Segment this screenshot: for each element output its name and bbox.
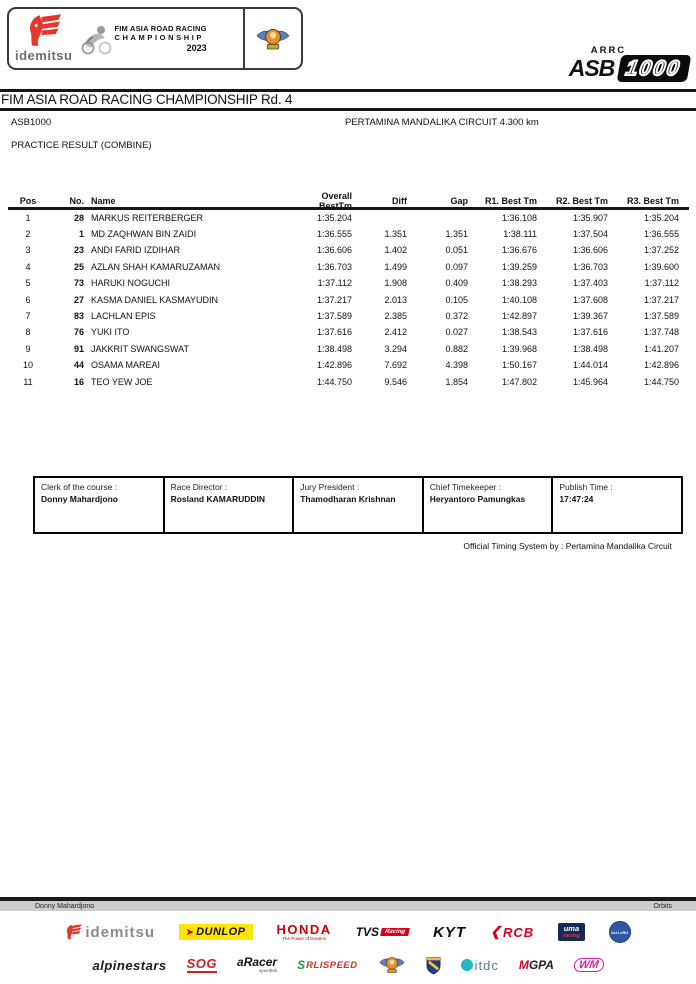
no-cell: 73 (73, 278, 84, 289)
r3-cell: 1:37.217 (643, 294, 679, 305)
r1-cell: 1:39.968 (501, 343, 537, 354)
r1-cell: 1:36.676 (501, 245, 537, 256)
aracer-sponsor-logo (237, 956, 277, 974)
no-cell: 83 (73, 311, 84, 322)
honda-tagline: The Power of Dreams (282, 935, 326, 941)
diff-cell: 2.385 (384, 311, 407, 322)
pos-cell: 2 (25, 229, 31, 240)
gap-cell: 4.398 (445, 360, 468, 371)
wm-sponsor-logo (574, 958, 604, 972)
no-cell: 23 (73, 245, 84, 256)
gap-cell: 0.105 (445, 294, 468, 305)
name-cell: TEO YEW JOE (91, 376, 153, 387)
sponsor-wordmark: SOG (186, 956, 218, 972)
uma-racing-sub: racing (563, 932, 580, 939)
r2-cell: 1:44.014 (572, 360, 608, 371)
official-clerk (35, 478, 163, 532)
footer-printed-name: Donny Mahardjono (35, 903, 95, 910)
gap-cell: 0.051 (445, 245, 468, 256)
class-name: ASB1000 (11, 117, 52, 128)
table-row (8, 275, 689, 291)
overall-cell: 1:37.589 (316, 311, 352, 322)
rider-icon (80, 23, 112, 55)
sponsor-row-1 (0, 916, 696, 948)
sponsor-wordmark: DUNLOP (196, 926, 246, 938)
r2-cell: 1:39.367 (572, 311, 608, 322)
diff-cell: 2.412 (384, 327, 407, 338)
table-row (8, 291, 689, 307)
table-row (8, 341, 689, 357)
no-cell: 1 (78, 229, 84, 240)
r2-cell: 1:37.608 (572, 294, 608, 305)
fim-championship-logo (80, 23, 206, 55)
no-cell: 27 (73, 294, 84, 305)
sog-underline (187, 971, 217, 973)
name-cell: MD ZAQHWAN BIN ZAIDI (91, 229, 197, 240)
diff-cell: 9.546 (384, 376, 407, 387)
gap-cell: 1.854 (445, 376, 468, 387)
championship-header-box (7, 7, 303, 70)
overall-cell: 1:36.555 (316, 229, 352, 240)
asb-number-box (617, 55, 691, 82)
r1-cell: 1:40.108 (501, 294, 537, 305)
r3-cell: 1:36.555 (643, 229, 679, 240)
r2-cell: 1:45.964 (572, 376, 608, 387)
tvs-racing-sub: Racing (380, 928, 410, 936)
tvs-racing-sponsor-logo (356, 925, 409, 939)
asb-row (569, 55, 689, 82)
circuit-name: PERTAMINA MANDALIKA CIRCUIT 4.300 km (345, 117, 539, 128)
officials-box (33, 476, 683, 534)
r3-cell: 1:39.600 (643, 261, 679, 272)
table-row (8, 357, 689, 373)
r3-cell: 1:37.112 (644, 278, 679, 289)
official-value: 17:47:24 (559, 494, 594, 504)
name-cell: KASMA DANIEL KASMAYUDIN (91, 294, 219, 305)
official-jury-president (292, 478, 422, 532)
alpinestars-sponsor-logo (92, 958, 166, 973)
official-race-director (163, 478, 293, 532)
name-cell: MARKUS REITERBERGER (91, 212, 204, 223)
uma-racing-sponsor-logo (558, 923, 585, 941)
sponsor-wordmark: bLU cRU (611, 929, 629, 935)
sponsor-wordmark: aRacer (237, 955, 278, 970)
session-title: PRACTICE RESULT (COMBINE) (11, 140, 152, 151)
col-r3: R3. Best Tm (626, 196, 679, 206)
r1-cell: 1:39.259 (501, 261, 537, 272)
r1-cell: 1:38.111 (503, 229, 537, 240)
results-body (8, 210, 689, 390)
name-cell: HARUKI NOGUCHI (91, 278, 171, 289)
blu-cru-sponsor-logo (609, 921, 631, 943)
overall-cell: 1:37.217 (316, 294, 352, 305)
sponsor-wordmark: HONDA (276, 921, 332, 937)
sponsor-wordmark: TVS (355, 925, 380, 939)
table-row (8, 210, 689, 226)
pos-cell: 8 (25, 327, 31, 338)
table-row (8, 242, 689, 258)
sponsor-wordmark: idemitsu (85, 923, 156, 941)
col-pos: Pos (19, 196, 37, 206)
gap-cell: 0.882 (445, 343, 468, 354)
publish-time (551, 478, 681, 532)
championship-line1: FIM ASIA ROAD RACING (114, 24, 207, 33)
r3-cell: 1:35.204 (643, 212, 679, 223)
dunlop-arrow-icon: ➤ (186, 927, 195, 937)
col-name: Name (91, 196, 116, 206)
official-label: Clerk of the course : (41, 482, 118, 492)
r3-cell: 1:37.748 (643, 327, 679, 338)
diff-cell: 1.908 (384, 278, 407, 289)
official-value: Heryantoro Pamungkas (429, 494, 526, 504)
r2-cell: 1:36.703 (572, 261, 608, 272)
col-diff: Diff (392, 196, 407, 206)
r1-cell: 1:50.167 (501, 360, 537, 371)
overall-cell: 1:38.498 (316, 343, 352, 354)
overall-cell: 1:42.896 (316, 360, 352, 371)
table-row (8, 308, 689, 324)
pos-cell: 3 (25, 245, 31, 256)
name-cell: JAKKRIT SWANGSWAT (91, 343, 190, 354)
title-rule-bottom (0, 108, 696, 111)
speed-sponsor-logo (297, 958, 358, 972)
no-cell: 25 (73, 261, 84, 272)
championship-line2: CHAMPIONSHIP (114, 33, 205, 42)
official-value: Donny Mahardjono (41, 494, 118, 504)
name-cell: YUKI ITO (91, 327, 130, 338)
r2-cell: 1:36.606 (572, 245, 608, 256)
diff-cell: 3.294 (384, 343, 407, 354)
col-overall: Overall BestTm (318, 191, 352, 211)
itdc-sponsor-logo (461, 958, 499, 973)
r2-cell: 1:37.616 (572, 327, 608, 338)
idemitsu-apollo-icon (65, 924, 82, 940)
diff-cell: 7.692 (384, 360, 407, 371)
mgpa-sponsor-logo (519, 958, 554, 972)
r3-cell: 1:44.750 (643, 376, 679, 387)
name-cell: AZLAN SHAH KAMARUZAMAN (91, 261, 221, 272)
r3-cell: 1:37.589 (643, 311, 679, 322)
gap-cell: 1.351 (445, 229, 468, 240)
col-gap: Gap (450, 196, 468, 206)
sponsor-wordmark: alpinestars (92, 957, 167, 973)
no-cell: 76 (73, 327, 84, 338)
overall-cell: 1:37.616 (316, 327, 352, 338)
diff-cell: 2.013 (384, 294, 407, 305)
pos-cell: 7 (25, 311, 31, 322)
name-cell: ANDI FARID IZDIHAR (91, 245, 181, 256)
sog-sponsor-logo (187, 957, 217, 973)
kyt-sponsor-logo (433, 924, 466, 941)
shield-badge-icon (426, 956, 441, 975)
sponsor-wordmark: KYT (433, 923, 467, 941)
r1-cell: 1:38.293 (501, 278, 537, 289)
official-label: Jury President : (300, 482, 360, 492)
overall-cell: 1:36.703 (316, 261, 352, 272)
r3-cell: 1:41.207 (643, 343, 679, 354)
table-row (8, 259, 689, 275)
r2-cell: 1:35.907 (572, 212, 608, 223)
r1-cell: 1:42.897 (501, 311, 537, 322)
pos-cell: 5 (25, 278, 31, 289)
speed-s-icon: S (297, 958, 306, 972)
table-row (8, 373, 689, 389)
overall-cell: 1:37.112 (317, 278, 352, 289)
col-r1: R1. Best Tm (484, 196, 537, 206)
r3-cell: 1:37.252 (643, 245, 679, 256)
official-label: Publish Time : (559, 482, 613, 492)
diff-cell: 1.402 (384, 245, 407, 256)
col-no: No. (69, 196, 84, 206)
official-label: Race Director : (170, 482, 228, 492)
official-label: Chief Timekeeper : (429, 482, 502, 492)
pos-cell: 6 (25, 294, 31, 305)
diff-cell: 1.499 (384, 261, 407, 272)
gap-cell: 0.409 (445, 278, 468, 289)
r3-cell: 1:42.896 (643, 360, 679, 371)
no-cell: 44 (73, 360, 84, 371)
pos-cell: 1 (25, 212, 31, 223)
sponsor-wordmark: itdc (474, 957, 499, 973)
championship-year: 2023 (186, 43, 207, 53)
imi-wing-badge-icon (378, 955, 406, 975)
table-row (8, 226, 689, 242)
gap-cell: 0.372 (445, 311, 468, 322)
timing-system-note: Official Timing System by : Pertamina Mandalika Circuit (463, 541, 672, 551)
table-row (8, 324, 689, 340)
idemitsu-wordmark: idemitsu (15, 48, 73, 63)
results-header-row (8, 191, 689, 211)
asb1000-class-logo (569, 46, 689, 80)
r1-cell: 1:38.543 (501, 327, 537, 338)
name-cell: OSAMA MAREAI (91, 360, 161, 371)
sponsor-wordmark: uma (563, 924, 580, 933)
honda-sponsor-logo (277, 923, 332, 942)
official-chief-timekeeper (422, 478, 552, 532)
pos-cell: 4 (25, 261, 31, 272)
rcb-icon: ❮ (490, 924, 501, 939)
arrc-label: ARRC (590, 45, 627, 56)
overall-cell: 1:44.750 (316, 376, 352, 387)
name-cell: LACHLAN EPIS (91, 311, 156, 322)
sponsor-wordmark: GPA (528, 958, 554, 972)
r1-cell: 1:47.802 (501, 376, 537, 387)
gap-cell: 0.027 (445, 327, 468, 338)
sponsor-row-2 (0, 952, 696, 978)
r2-cell: 1:37.504 (572, 229, 608, 240)
gap-cell: 0.097 (445, 261, 468, 272)
idemitsu-apollo-icon (26, 14, 62, 47)
col-r2: R2. Best Tm (555, 196, 608, 206)
footer-software-name: Orbits (653, 903, 672, 910)
pos-cell: 9 (25, 343, 31, 354)
official-value: Thamodharan Krishnan (300, 494, 396, 504)
pos-cell: 10 (22, 360, 33, 371)
footer-gray-strip (0, 901, 696, 911)
dunlop-sponsor-logo (179, 924, 253, 940)
no-cell: 28 (73, 212, 84, 223)
rcb-sponsor-logo (490, 924, 534, 940)
sponsor-wordmark: RCB (502, 924, 535, 940)
idemitsu-sponsor-logo (65, 924, 155, 941)
mgpa-m: M (518, 958, 529, 972)
aracer-sub: speedtek (258, 968, 278, 974)
r2-cell: 1:38.498 (572, 343, 608, 354)
r2-cell: 1:37.403 (572, 278, 608, 289)
championship-text (114, 24, 206, 53)
overall-cell: 1:35.204 (316, 212, 352, 223)
pos-cell: 11 (23, 376, 33, 387)
header-box-right (243, 9, 301, 68)
r1-cell: 1:36.108 (501, 212, 537, 223)
results-table (8, 191, 689, 390)
official-value: Rosland KAMARUDDIN (170, 494, 266, 504)
no-cell: 91 (73, 343, 84, 354)
itdc-circle-icon (461, 959, 473, 971)
page-title: FIM ASIA ROAD RACING CHAMPIONSHIP Rd. 4 (1, 92, 293, 107)
diff-cell: 1.351 (384, 229, 407, 240)
sponsor-wordmark: WM (573, 958, 605, 972)
no-cell: 16 (73, 376, 84, 387)
asb-wordmark: ASB (568, 55, 615, 81)
header-box-left (9, 9, 243, 68)
sponsor-wordmark: RLISPEED (306, 959, 358, 971)
idemitsu-logo (15, 14, 72, 63)
imi-wing-badge-icon (255, 26, 291, 52)
overall-cell: 1:36.606 (316, 245, 352, 256)
asb-number: 1000 (624, 57, 684, 80)
